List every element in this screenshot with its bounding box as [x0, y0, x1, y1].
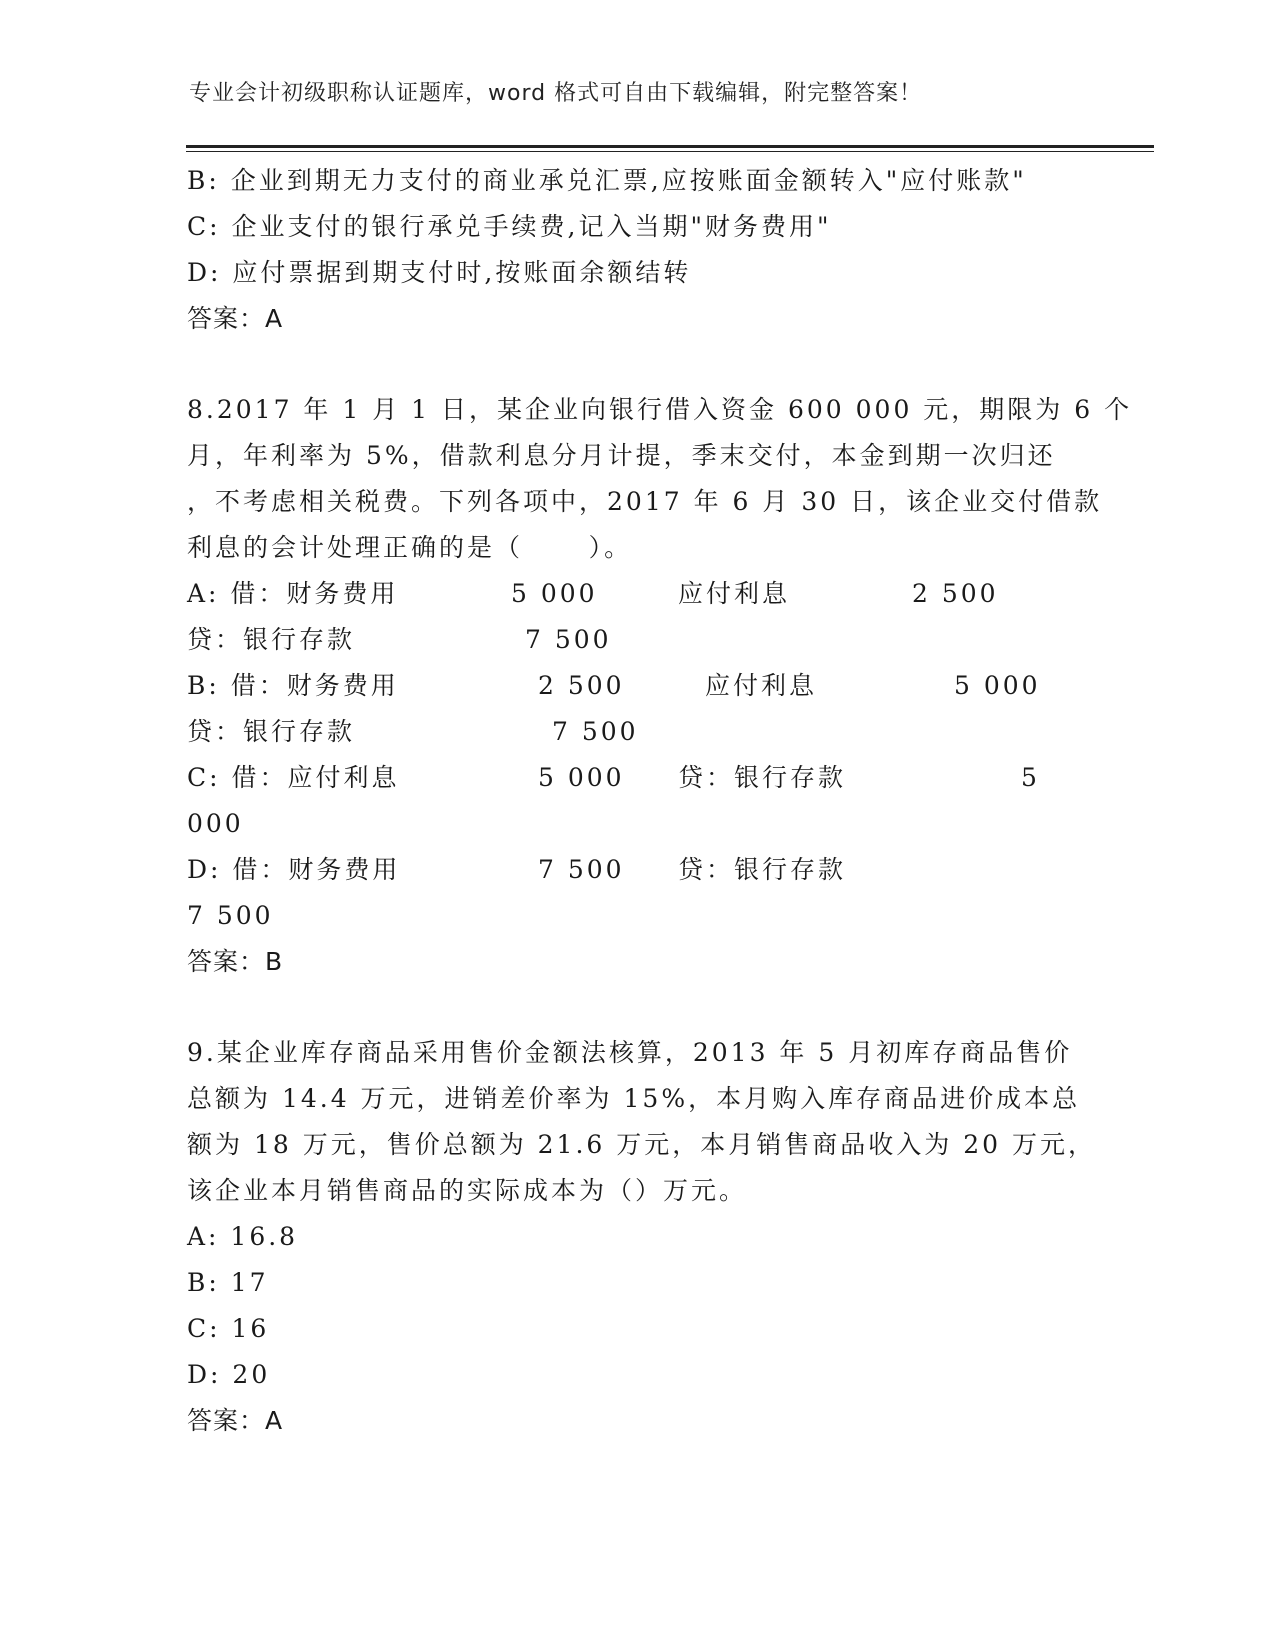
q8-option-b [187, 663, 1087, 709]
q9-option-a: A: 16.8 [187, 1222, 299, 1251]
q9-option-d: D: 20 [187, 1360, 271, 1389]
q9-option-c: C: 16 [187, 1314, 270, 1343]
q8-c-credit-amount-part1: 5 [1021, 763, 1040, 792]
q9-stem-line: 9.某企业库存商品采用售价金额法核算，2013 年 5 月初库存商品售价 [187, 1038, 1073, 1067]
q8-a-credit-amount: 7 500 [525, 625, 612, 654]
document-body [187, 158, 1133, 1444]
header-rule-thin [186, 151, 1154, 152]
q8-answer: 答案：B [187, 947, 284, 976]
q8-stem-line: 利息的会计处理正确的是（ ）。 [187, 533, 633, 562]
q8-c-credit-label: 贷：银行存款 [678, 763, 847, 792]
q8-stem-line: 月，年利率为 5%，借款利息分月计提，季末交付，本金到期一次归还 [187, 441, 1056, 470]
q9-stem-line: 总额为 14.4 万元，进销差价率为 15%，本月购入库存商品进价成本总 [187, 1084, 1081, 1113]
q8-a-debit-amount: 5 000 [511, 579, 598, 608]
q8-a-debit-label: A: 借：财务费用 [187, 579, 399, 608]
q8-b-debit2-label: 应付利息 [705, 671, 818, 700]
q8-option-d-wrap: 7 500 [187, 901, 274, 930]
q8-a-debit2-label: 应付利息 [678, 579, 791, 608]
q8-stem-line: ，不考虑相关税费。下列各项中，2017 年 6 月 30 日，该企业交付借款 [187, 487, 1103, 516]
q8-b-debit-amount: 2 500 [538, 671, 625, 700]
q7-option-b: B: 企业到期无力支付的商业承兑汇票,应按账面金额转入"应付账款" [187, 166, 1027, 195]
q7-option-d: D: 应付票据到期支付时,按账面余额结转 [187, 258, 692, 287]
q9-stem-line: 额为 18 万元，售价总额为 21.6 万元，本月销售商品收入为 20 万元， [187, 1130, 1096, 1159]
q8-option-d [187, 847, 1087, 893]
q8-b-debit-label: B: 借：财务费用 [187, 671, 399, 700]
q8-b-debit2-amount: 5 000 [954, 671, 1041, 700]
q9-answer: 答案：A [187, 1406, 284, 1435]
q8-d-debit-amount: 7 500 [538, 855, 625, 884]
q8-option-c-wrap: 000 [187, 809, 244, 838]
q8-b-credit-label: 贷：银行存款 [187, 717, 356, 746]
q9-stem-line: 该企业本月销售商品的实际成本为（）万元。 [187, 1176, 748, 1205]
q8-c-debit-amount: 5 000 [538, 763, 625, 792]
q8-b-credit-amount: 7 500 [552, 717, 639, 746]
page-header: 专业会计初级职称认证题库，word 格式可自由下载编辑，附完整答案！ [189, 81, 923, 106]
q9-option-b: B: 17 [187, 1268, 269, 1297]
q8-c-debit-label: C: 借：应付利息 [187, 763, 400, 792]
q8-stem-line: 8.2017 年 1 月 1 日，某企业向银行借入资金 600 000 元，期限为 6 个 [187, 395, 1133, 424]
q7-answer: 答案：A [187, 304, 284, 333]
header-rule-thick [186, 145, 1154, 148]
q8-a-debit2-amount: 2 500 [912, 579, 999, 608]
q8-d-credit-label: 贷：银行存款 [678, 855, 847, 884]
q7-option-c: C: 企业支付的银行承兑手续费,记入当期"财务费用" [187, 212, 832, 241]
q8-option-a-credit [187, 617, 1087, 663]
q8-option-b-credit [187, 709, 1087, 755]
q8-option-c [187, 755, 1087, 801]
q8-a-credit-label: 贷：银行存款 [187, 625, 356, 654]
q8-d-debit-label: D: 借：财务费用 [187, 855, 401, 884]
q8-option-a [187, 571, 1087, 617]
